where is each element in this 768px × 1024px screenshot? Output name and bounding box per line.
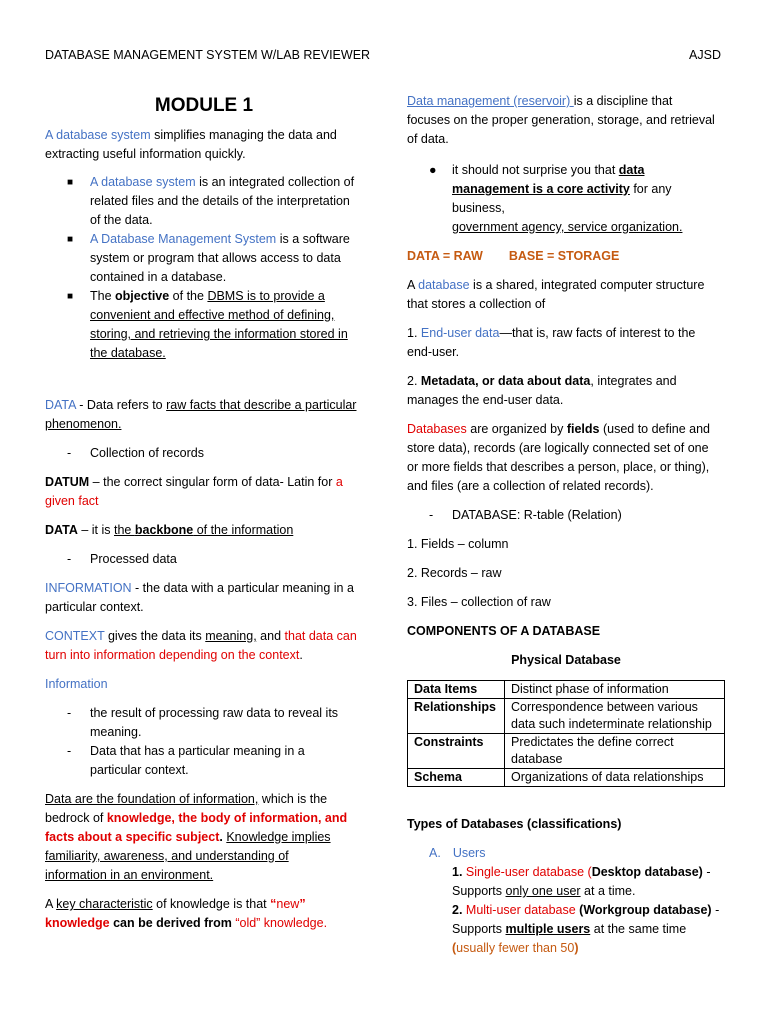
term-database-system: A database system bbox=[45, 128, 151, 142]
text: backbone bbox=[134, 523, 194, 537]
text: DATABASE: R-table (Relation) bbox=[452, 508, 622, 522]
text: particular context. bbox=[45, 600, 144, 614]
term: CONTEXT bbox=[45, 629, 105, 643]
text: . bbox=[219, 830, 223, 844]
term: Data management (reservoir) bbox=[407, 94, 574, 108]
text: Organizations of data relationships bbox=[511, 770, 704, 784]
text: given fact bbox=[45, 494, 99, 508]
text: multiple users bbox=[505, 922, 591, 936]
text: knowledge bbox=[45, 916, 110, 930]
list-item: 2. Records – raw bbox=[407, 566, 502, 580]
text: information in an environment. bbox=[45, 868, 214, 882]
text: objective bbox=[115, 289, 170, 303]
text: can be derived from bbox=[109, 916, 236, 930]
text: the database. bbox=[90, 346, 166, 360]
text: raw facts that describe a particular bbox=[166, 398, 357, 412]
text: at a time. bbox=[580, 884, 636, 898]
table-row bbox=[408, 699, 725, 734]
text: DATUM bbox=[45, 475, 90, 489]
text: manages the end-user data. bbox=[407, 393, 564, 407]
physical-database-table bbox=[407, 680, 725, 787]
text: meaning. bbox=[90, 725, 142, 739]
text: management is a core activity bbox=[452, 182, 630, 196]
text: ” bbox=[299, 897, 306, 911]
text: storing, and retrieving the information stored in bbox=[90, 327, 348, 341]
text: the bbox=[114, 523, 135, 537]
text: A. bbox=[429, 846, 441, 860]
text: - Data refers to bbox=[75, 398, 167, 412]
text: 1. bbox=[452, 865, 466, 879]
text: bedrock of bbox=[45, 811, 107, 825]
table-row bbox=[408, 769, 725, 787]
text: which is the bbox=[258, 792, 328, 806]
text: , integrates and bbox=[590, 374, 677, 388]
data-management-paragraph bbox=[407, 92, 725, 149]
list-item bbox=[407, 161, 725, 237]
text: and files (are a collection of related records). bbox=[407, 479, 654, 493]
table-cell-key: Relationships bbox=[408, 699, 505, 734]
text: only one user bbox=[505, 884, 581, 898]
text: Supports bbox=[452, 884, 506, 898]
table-cell-value bbox=[505, 769, 725, 787]
text: 2. bbox=[452, 903, 466, 917]
text: extracting useful information quickly. bbox=[45, 147, 246, 161]
text: Users bbox=[452, 846, 486, 860]
text: (Workgroup database) bbox=[575, 903, 712, 917]
text: “old” knowledge bbox=[235, 916, 324, 930]
text: . bbox=[323, 916, 328, 930]
data-definition bbox=[45, 396, 363, 434]
text: data bbox=[618, 163, 645, 177]
text: focuses on the proper generation, storage, and retrieval bbox=[407, 113, 715, 127]
text: facts about a specific subject bbox=[45, 830, 220, 844]
table-row bbox=[408, 681, 725, 699]
text: that stores a collection of bbox=[407, 297, 546, 311]
text: a bbox=[335, 475, 343, 489]
text: key characteristic bbox=[56, 897, 153, 911]
text: - bbox=[711, 903, 720, 917]
text: “ bbox=[270, 897, 277, 911]
information-definition bbox=[45, 579, 363, 617]
table-row bbox=[408, 734, 725, 769]
text: of data. bbox=[407, 132, 449, 146]
dash-item bbox=[45, 742, 363, 780]
text: is an integrated collection of bbox=[195, 175, 355, 189]
text: for any business, bbox=[452, 182, 672, 215]
data-backbone bbox=[45, 521, 363, 540]
term: A Database Management System bbox=[90, 232, 277, 246]
text: are organized by bbox=[466, 422, 567, 436]
text: at the same time bbox=[590, 922, 687, 936]
document-header-initials: AJSD bbox=[689, 48, 721, 62]
text: usually fewer than 50 bbox=[456, 941, 575, 955]
table-cell-value bbox=[505, 681, 725, 699]
square-bullet-icon: ■ bbox=[67, 177, 74, 188]
term: DATA bbox=[45, 398, 76, 412]
context-definition bbox=[45, 627, 363, 665]
list-item bbox=[45, 173, 363, 230]
left-column bbox=[45, 92, 363, 933]
text: . bbox=[299, 648, 303, 662]
text: is a discipline that bbox=[573, 94, 673, 108]
text: Processed data bbox=[90, 552, 177, 566]
text: system or program that allows access to data bbox=[90, 251, 341, 265]
text: of the data. bbox=[90, 213, 153, 227]
list-item bbox=[45, 287, 363, 363]
text: meaning, bbox=[205, 629, 257, 643]
text: Single-user database ( bbox=[465, 865, 592, 879]
text: DBMS is to provide a bbox=[207, 289, 325, 303]
text: database bbox=[511, 752, 563, 766]
text: familiarity, awareness, and understanding of bbox=[45, 849, 289, 863]
text: Collection of records bbox=[90, 446, 204, 460]
raw-storage-line bbox=[407, 247, 725, 266]
dash-item bbox=[45, 550, 363, 569]
text: that data can bbox=[284, 629, 357, 643]
square-bullet-icon: ■ bbox=[67, 291, 74, 302]
text: store data), records (are logically connected set of one bbox=[407, 441, 709, 455]
text: Metadata, or data about data bbox=[420, 374, 591, 388]
text: of the bbox=[169, 289, 208, 303]
text: phenomenon. bbox=[45, 417, 122, 431]
intro-paragraph bbox=[45, 126, 363, 164]
text: Predictates the define correct bbox=[511, 735, 674, 749]
dash-bullet-icon: - bbox=[67, 744, 72, 758]
term: A database system bbox=[90, 175, 196, 189]
physical-database-heading: Physical Database bbox=[511, 653, 621, 667]
dash-item bbox=[45, 444, 363, 463]
module-title: MODULE 1 bbox=[154, 95, 254, 116]
text: of the information bbox=[193, 523, 294, 537]
text: BASE = STORAGE bbox=[508, 249, 620, 263]
text: Distinct phase of information bbox=[511, 682, 669, 696]
text: simplifies managing the data and bbox=[150, 128, 337, 142]
end-user-data bbox=[407, 324, 725, 362]
text: Supports bbox=[452, 922, 506, 936]
components-heading: COMPONENTS OF A DATABASE bbox=[407, 624, 601, 638]
round-bullet-icon: ● bbox=[429, 163, 437, 177]
organization-paragraph bbox=[407, 420, 725, 496]
list-item: 3. Files – collection of raw bbox=[407, 595, 551, 609]
dash-item bbox=[407, 506, 725, 525]
text: end-user. bbox=[407, 345, 460, 359]
text: 2. bbox=[407, 374, 421, 388]
text: (used to define and bbox=[599, 422, 710, 436]
text: - bbox=[702, 865, 711, 879]
datum-definition bbox=[45, 473, 363, 511]
list-item: 1. Fields – column bbox=[407, 537, 509, 551]
key-characteristic-paragraph bbox=[45, 895, 363, 933]
text: convenient and effective method of defining, bbox=[90, 308, 335, 322]
text: related files and the details of the interpretation bbox=[90, 194, 350, 208]
text: The bbox=[90, 289, 116, 303]
metadata-definition bbox=[407, 372, 725, 410]
database-definition bbox=[407, 276, 725, 314]
text: and bbox=[256, 629, 285, 643]
term: INFORMATION bbox=[45, 581, 132, 595]
text: ( bbox=[452, 941, 457, 955]
text: the result of processing raw data to reveal its bbox=[90, 706, 339, 720]
dash-bullet-icon: - bbox=[67, 446, 72, 460]
term: database bbox=[418, 278, 470, 292]
table-cell-key: Data Items bbox=[408, 681, 505, 699]
text: – the correct singular form of data- Latin for bbox=[89, 475, 336, 489]
definition-bullet-list bbox=[45, 173, 363, 363]
text: fields bbox=[566, 422, 600, 436]
foundation-paragraph bbox=[45, 790, 363, 885]
text: Knowledge implies bbox=[226, 830, 331, 844]
dash-item bbox=[45, 704, 363, 742]
information-heading: Information bbox=[45, 677, 108, 691]
text: particular context. bbox=[90, 763, 189, 777]
dash-bullet-icon: - bbox=[67, 552, 72, 566]
text: ) bbox=[574, 941, 579, 955]
text: Databases bbox=[407, 422, 467, 436]
text: contained in a database. bbox=[90, 270, 227, 284]
text: Data that has a particular meaning in a bbox=[90, 744, 305, 758]
text: DATA = RAW bbox=[407, 249, 483, 263]
term: End-user data bbox=[420, 326, 500, 340]
text: knowledge, the body of information, and bbox=[106, 811, 348, 825]
table-cell-value bbox=[505, 734, 725, 769]
text: 1. bbox=[407, 326, 421, 340]
users-heading bbox=[407, 844, 725, 863]
text: data such indeterminate relationship bbox=[511, 717, 712, 731]
text: it should not surprise you that bbox=[452, 163, 619, 177]
table-cell-key: Constraints bbox=[408, 734, 505, 769]
text: —that is, raw facts of interest to the bbox=[499, 326, 696, 340]
text: Desktop database) bbox=[591, 865, 703, 879]
table-cell-value bbox=[505, 699, 725, 734]
text: - the data with a particular meaning in a bbox=[131, 581, 354, 595]
text: – it is bbox=[77, 523, 114, 537]
text: A bbox=[45, 897, 57, 911]
text: is a software bbox=[276, 232, 350, 246]
text: Correspondence between various bbox=[511, 700, 698, 714]
text: gives the data its bbox=[104, 629, 206, 643]
multi-user-item bbox=[407, 901, 725, 958]
text: Data are the foundation of information, bbox=[45, 792, 259, 806]
table-cell-key: Schema bbox=[408, 769, 505, 787]
dash-bullet-icon: - bbox=[429, 508, 434, 522]
text: DATA bbox=[45, 523, 78, 537]
text: of knowledge is that bbox=[152, 897, 271, 911]
square-bullet-icon: ■ bbox=[67, 234, 74, 245]
list-item bbox=[45, 230, 363, 287]
dash-bullet-icon: - bbox=[67, 706, 72, 720]
text: or more fields that describes a person, place, or thing), bbox=[407, 460, 710, 474]
text: A bbox=[407, 278, 419, 292]
text: turn into information depending on the context bbox=[45, 648, 300, 662]
text: Multi-user database bbox=[465, 903, 576, 917]
text: new bbox=[276, 897, 300, 911]
types-heading: Types of Databases (classifications) bbox=[407, 817, 622, 831]
document-header-title: DATABASE MANAGEMENT SYSTEM W/LAB REVIEWER bbox=[45, 48, 371, 62]
text: government agency, service organization. bbox=[452, 220, 683, 234]
single-user-item bbox=[407, 863, 725, 901]
right-column bbox=[407, 92, 725, 958]
text: is a shared, integrated computer structure bbox=[469, 278, 705, 292]
